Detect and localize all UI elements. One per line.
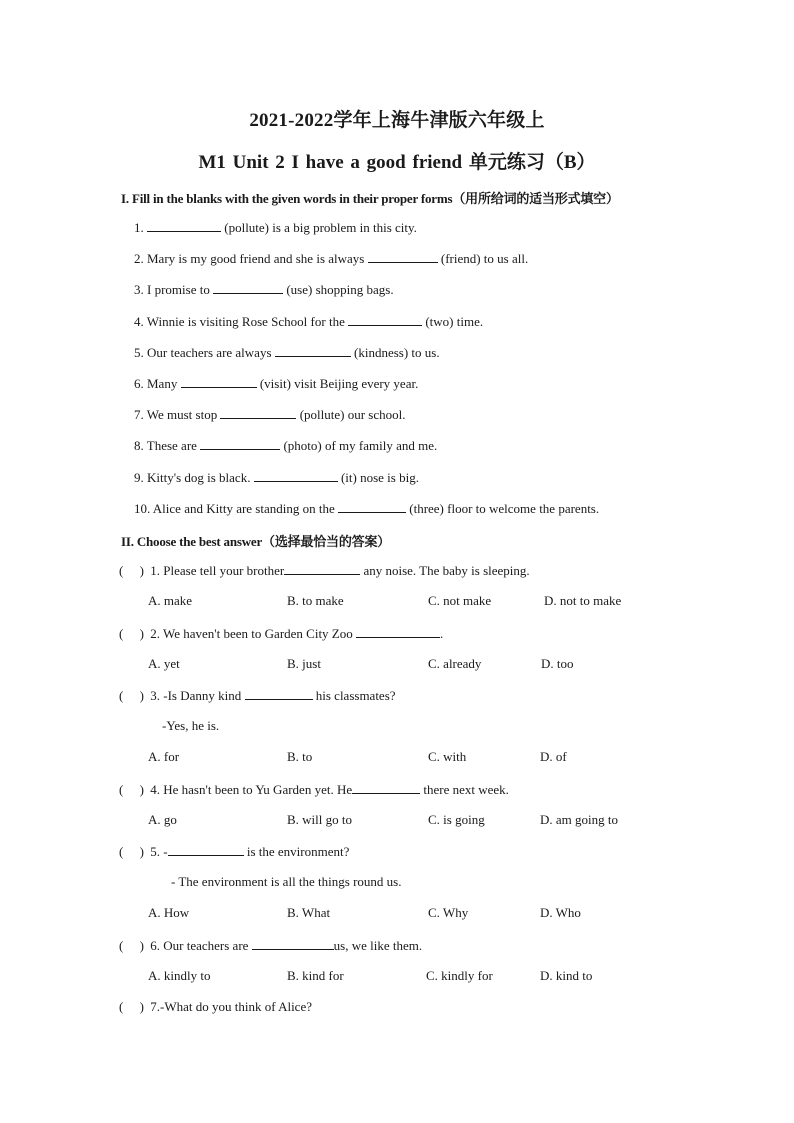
answer-blank[interactable] — [368, 250, 438, 263]
option-a[interactable]: A. make — [148, 593, 193, 608]
option-a[interactable]: A. for — [148, 749, 180, 764]
answer-bracket[interactable]: ( ) — [119, 999, 144, 1014]
option-d[interactable]: D. Who — [540, 905, 581, 920]
fill-item-5: 5. Our teachers are always (kindness) to us. — [134, 345, 440, 360]
option-b[interactable]: B. to make — [287, 593, 344, 608]
option-b[interactable]: B. will go to — [287, 812, 353, 827]
answer-blank[interactable] — [348, 313, 422, 326]
answer-blank[interactable] — [275, 344, 351, 357]
answer-blank[interactable] — [147, 219, 221, 232]
option-a[interactable]: A. yet — [148, 656, 180, 671]
section1-heading: I. Fill in the blanks with the given words in their proper forms（用所给词的适当形式填空） — [121, 191, 619, 206]
answer-bracket[interactable]: ( ) — [119, 938, 144, 953]
worksheet-subtitle: M1 Unit 2 I have a good friend 单元练习（B） — [198, 152, 596, 173]
option-c[interactable]: C. kindly for — [426, 968, 493, 983]
fill-item-9: 9. Kitty's dog is black. (it) nose is big. — [134, 470, 419, 485]
answer-blank — [252, 937, 334, 950]
answer-bracket[interactable]: ( ) — [119, 782, 144, 797]
mc-question-3: ( ) 3. -Is Danny kind his classmates? — [119, 688, 396, 703]
fill-item-6: 6. Many (visit) visit Beijing every year. — [134, 376, 419, 391]
option-b[interactable]: B. What — [287, 905, 331, 920]
answer-blank — [356, 625, 440, 638]
answer-blank[interactable] — [254, 469, 338, 482]
worksheet-title: 2021-2022学年上海牛津版六年级上 — [249, 110, 545, 131]
option-d[interactable]: D. of — [540, 749, 567, 764]
option-c[interactable]: C. already — [428, 656, 482, 671]
fill-item-8: 8. These are (photo) of my family and me. — [134, 438, 438, 453]
option-a[interactable]: A. How — [148, 905, 190, 920]
answer-blank[interactable] — [181, 375, 257, 388]
fill-item-7: 7. We must stop (pollute) our school. — [134, 407, 406, 422]
answer-bracket[interactable]: ( ) — [119, 688, 144, 703]
option-d[interactable]: D. too — [541, 656, 574, 671]
option-d[interactable]: D. am going to — [540, 812, 618, 827]
option-b[interactable]: B. just — [287, 656, 321, 671]
option-b[interactable]: B. kind for — [287, 968, 344, 983]
fill-item-3: 3. I promise to (use) shopping bags. — [134, 282, 394, 297]
option-c[interactable]: C. with — [428, 749, 467, 764]
option-d[interactable]: D. kind to — [540, 968, 593, 983]
fill-item-10: 10. Alice and Kitty are standing on the (three) floor to welcome the parents. — [134, 501, 600, 516]
dialogue-reply: -Yes, he is. — [162, 718, 220, 733]
answer-blank — [352, 781, 420, 794]
mc-question-2: ( ) 2. We haven't been to Garden City Zoo . — [119, 626, 444, 641]
answer-blank[interactable] — [338, 500, 406, 513]
mc-question-7: ( ) 7.-What do you think of Alice? — [119, 999, 312, 1014]
answer-bracket[interactable]: ( ) — [119, 626, 144, 641]
mc-question-1: ( ) 1. Please tell your brother any noise. The baby is sleeping. — [119, 563, 530, 578]
mc-question-4: ( ) 4. He hasn't been to Yu Garden yet. He there next week. — [119, 782, 509, 797]
mc-question-6: ( ) 6. Our teachers are us, we like them. — [119, 938, 423, 953]
answer-blank — [245, 687, 313, 700]
answer-blank[interactable] — [213, 281, 283, 294]
answer-bracket[interactable]: ( ) — [119, 563, 144, 578]
dialogue-reply: - The environment is all the things round us. — [171, 874, 402, 889]
mc-question-5: ( ) 5. - is the environment? — [119, 844, 350, 859]
fill-item-4: 4. Winnie is visiting Rose School for the (two) time. — [134, 314, 484, 329]
answer-blank[interactable] — [220, 406, 296, 419]
fill-item-1: 1. (pollute) is a big problem in this city. — [134, 220, 417, 235]
answer-blank[interactable] — [200, 437, 280, 450]
option-a[interactable]: A. go — [148, 812, 177, 827]
option-d[interactable]: D. not to make — [544, 593, 622, 608]
answer-blank — [284, 562, 360, 575]
option-c[interactable]: C. is going — [428, 812, 485, 827]
answer-bracket[interactable]: ( ) — [119, 844, 144, 859]
answer-blank — [168, 843, 244, 856]
option-a[interactable]: A. kindly to — [148, 968, 211, 983]
option-b[interactable]: B. to — [287, 749, 313, 764]
option-c[interactable]: C. Why — [428, 905, 469, 920]
fill-item-2: 2. Mary is my good friend and she is always (friend) to us all. — [134, 251, 529, 266]
option-c[interactable]: C. not make — [428, 593, 492, 608]
section2-heading: II. Choose the best answer（选择最恰当的答案） — [121, 534, 391, 549]
